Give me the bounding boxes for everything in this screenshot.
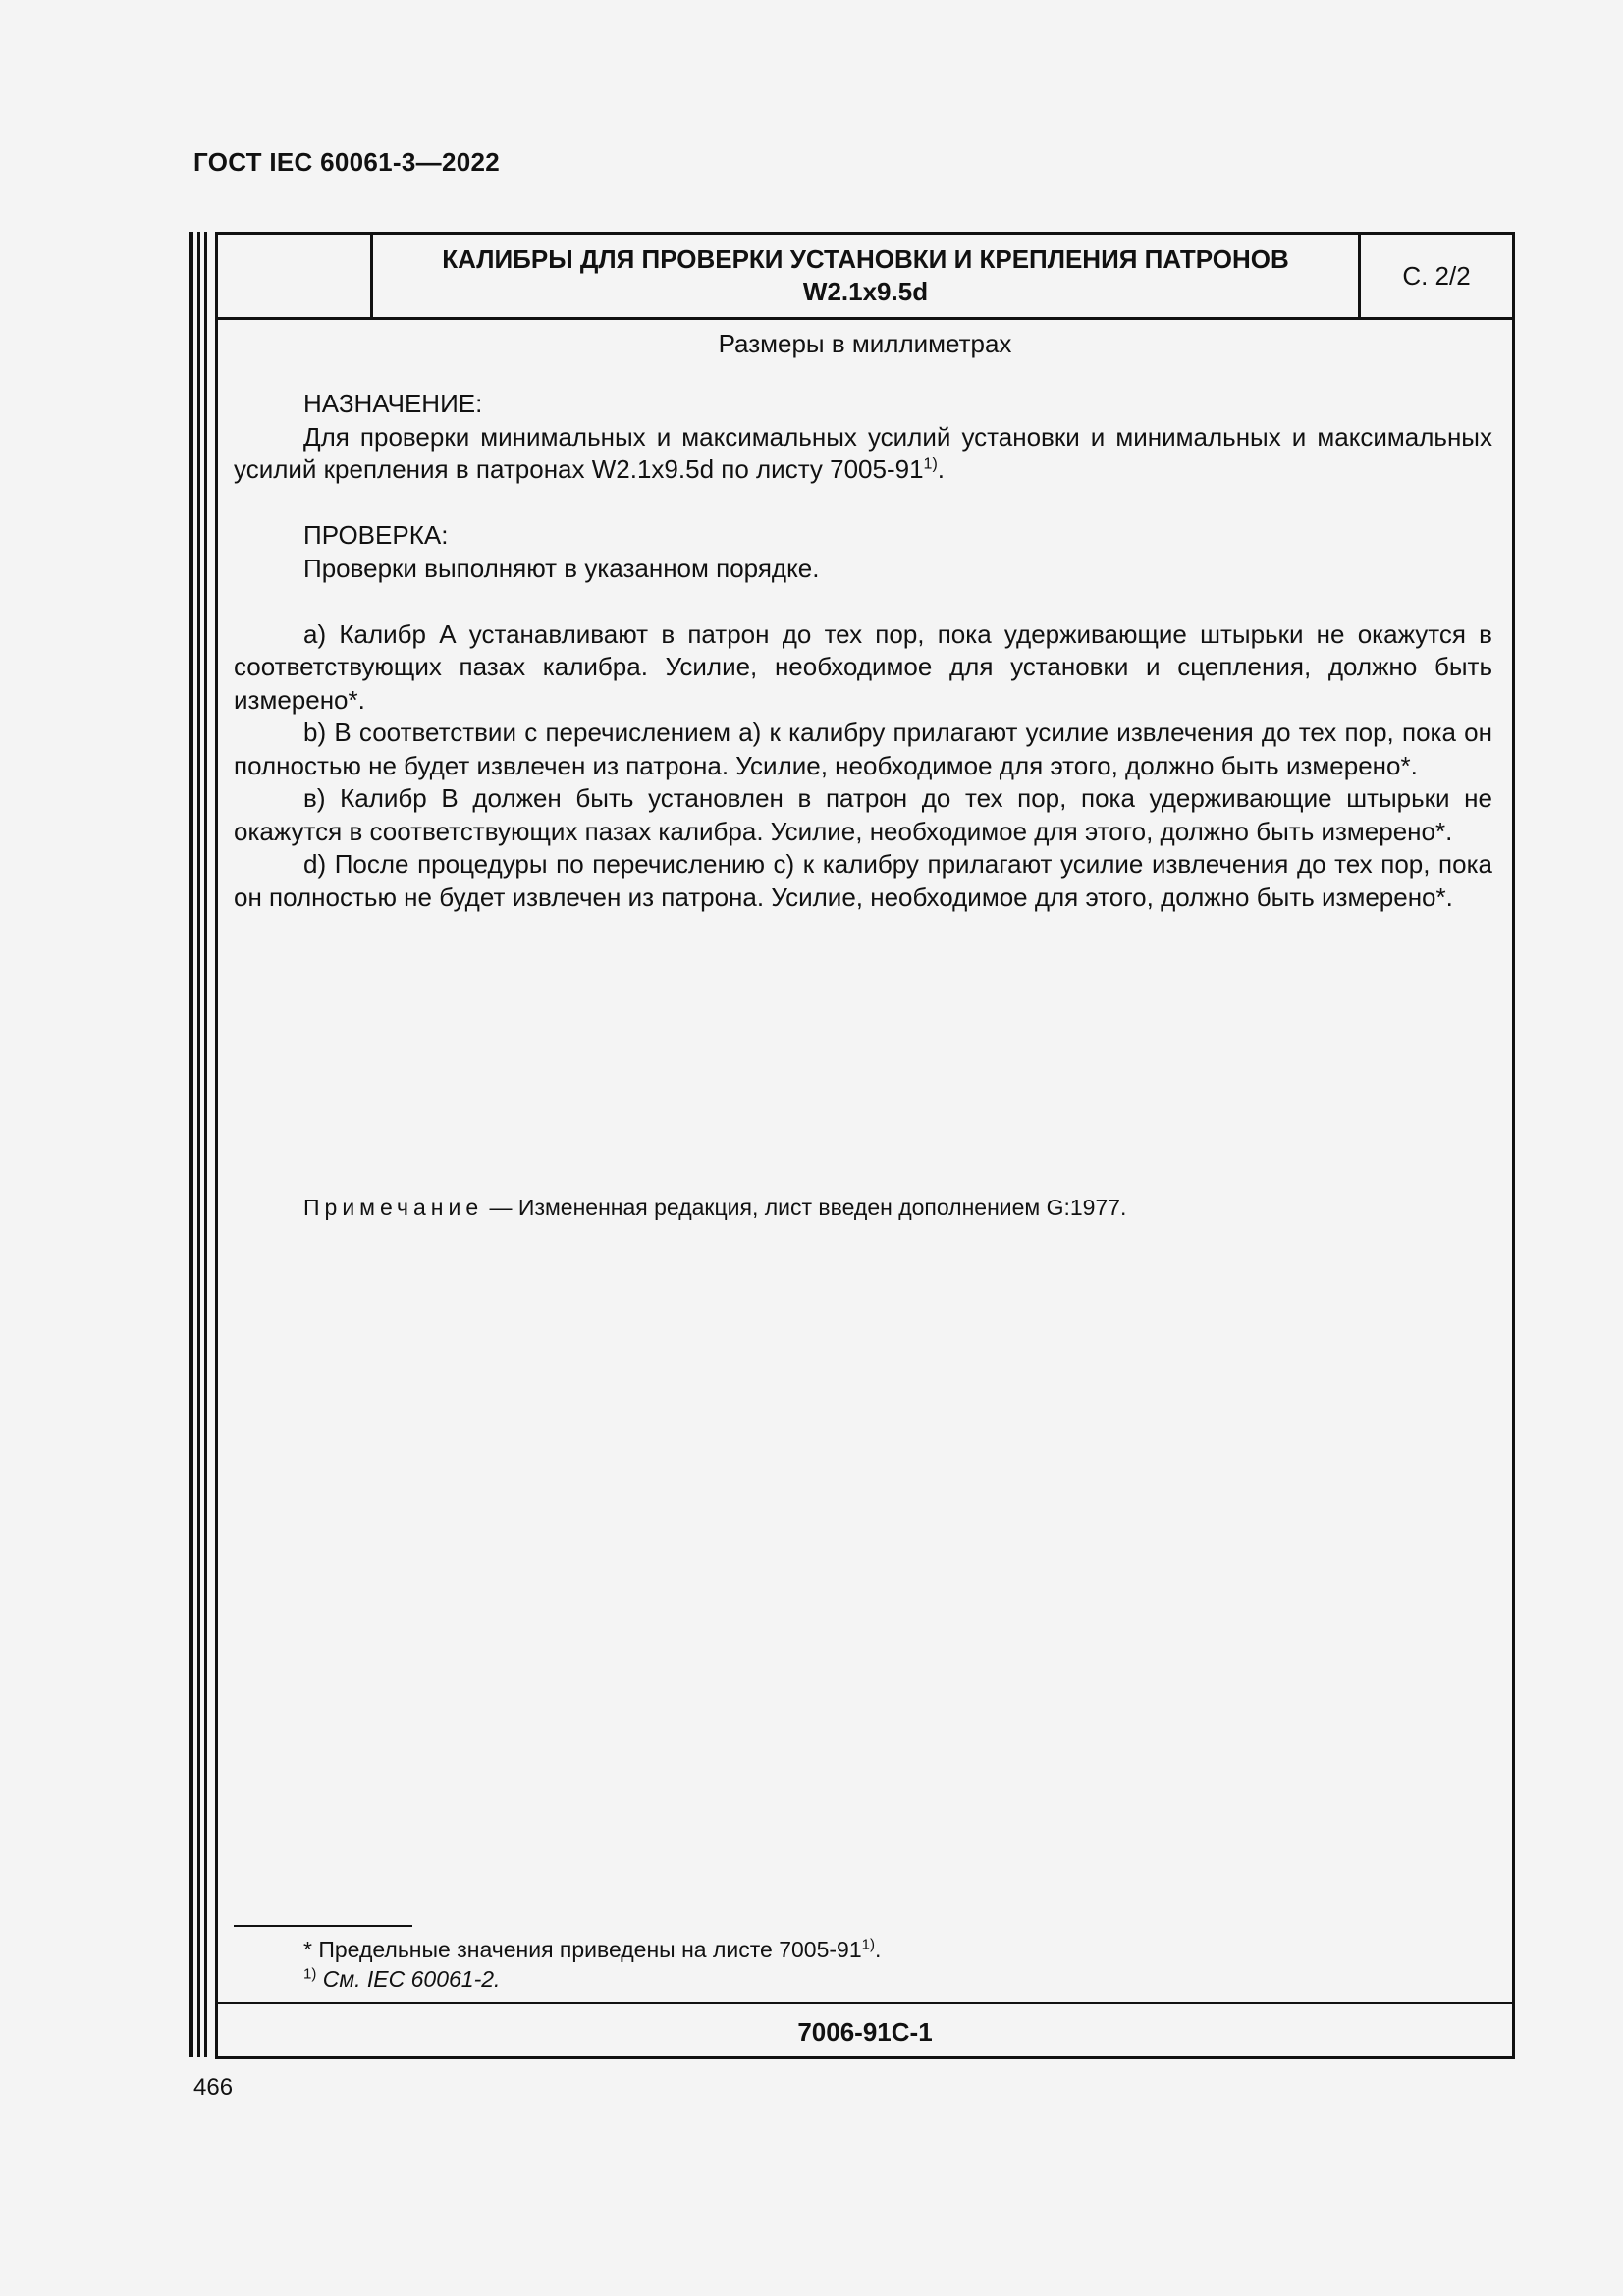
- sheet-title-line1: КАЛИБРЫ ДЛЯ ПРОВЕРКИ УСТАНОВКИ И КРЕПЛЕНИЯ ПАТРОНОВ: [442, 244, 1289, 274]
- check-heading: ПРОВЕРКА:: [303, 520, 449, 550]
- check-step-c: в) Калибр В должен быть установлен в патрон до тех пор, пока удерживающие штырьки не окажутся в соответствующих пазах калибра. Усилие, необходимое для этого, должно быть измерено*.: [234, 783, 1492, 846]
- check-step-d: d) После процедуры по перечислению с) к калибру прилагают усилие извлечения до тех пор, пока он полностью не будет извлечен из патрона. Усилие, необходимое для этого, должно быть измерено*.: [234, 849, 1492, 912]
- page-number: 466: [193, 2074, 234, 2101]
- margin-bar-3: [204, 232, 207, 2057]
- note: [303, 1195, 1126, 1221]
- title-block-empty-cell: [218, 235, 373, 317]
- margin-bar-1: [189, 232, 193, 2057]
- sheet-title: [373, 235, 1361, 317]
- note-text: — Измененная редакция, лист введен дополнением G:1977.: [483, 1195, 1127, 1220]
- check-intro: Проверки выполняют в указанном порядке.: [303, 553, 820, 583]
- footnote-one: $^{1)}$ См. IEC 60061-2.: [303, 1965, 501, 1992]
- dimensions-note: Размеры в миллиметрах: [718, 329, 1012, 358]
- sheet-frame: [215, 232, 1515, 2059]
- note-label: Примечание: [303, 1195, 484, 1220]
- sheet-number: 7006-91C-1: [218, 2002, 1512, 2059]
- sheet-page-indicator: С. 2/2: [1402, 260, 1471, 291]
- sheet-title-line2: W2.1x9.5d: [802, 277, 929, 306]
- body-text: [234, 388, 1492, 914]
- footnote-ref: 1): [923, 455, 938, 473]
- check-step-b: b) В соответствии с перечислением а) к калибру прилагают усилие извлечения до тех пор, пока он полностью не будет извлечен из патрона. Усилие, необходимое для этого, должно быть измерено*.: [234, 718, 1492, 780]
- check-step-a: а) Калибр А устанавливают в патрон до тех пор, пока удерживающие штырьки не окажутся в соответствующих пазах калибра. Усилие, необходимое для установки и сцепления, должно быть измерено*.: [234, 618, 1492, 715]
- purpose-text: Для проверки минимальных и максимальных усилий установки и минимальных и максимальных усилий крепления в патронах W2.1x9.5d по листу 7005-91$^{1)}$.: [234, 421, 1492, 484]
- footnote-separator: [234, 1925, 412, 1927]
- purpose-heading: НАЗНАЧЕНИЕ:: [303, 389, 483, 418]
- footnotes: [303, 1935, 881, 1994]
- title-block: [218, 235, 1512, 320]
- document-header: ГОСТ IEC 60061-3—2022: [193, 147, 500, 177]
- margin-bar-2: [197, 232, 200, 2057]
- footnote-star: * Предельные значения приведены на листе 7005-91$^{1)}$.: [303, 1936, 882, 1962]
